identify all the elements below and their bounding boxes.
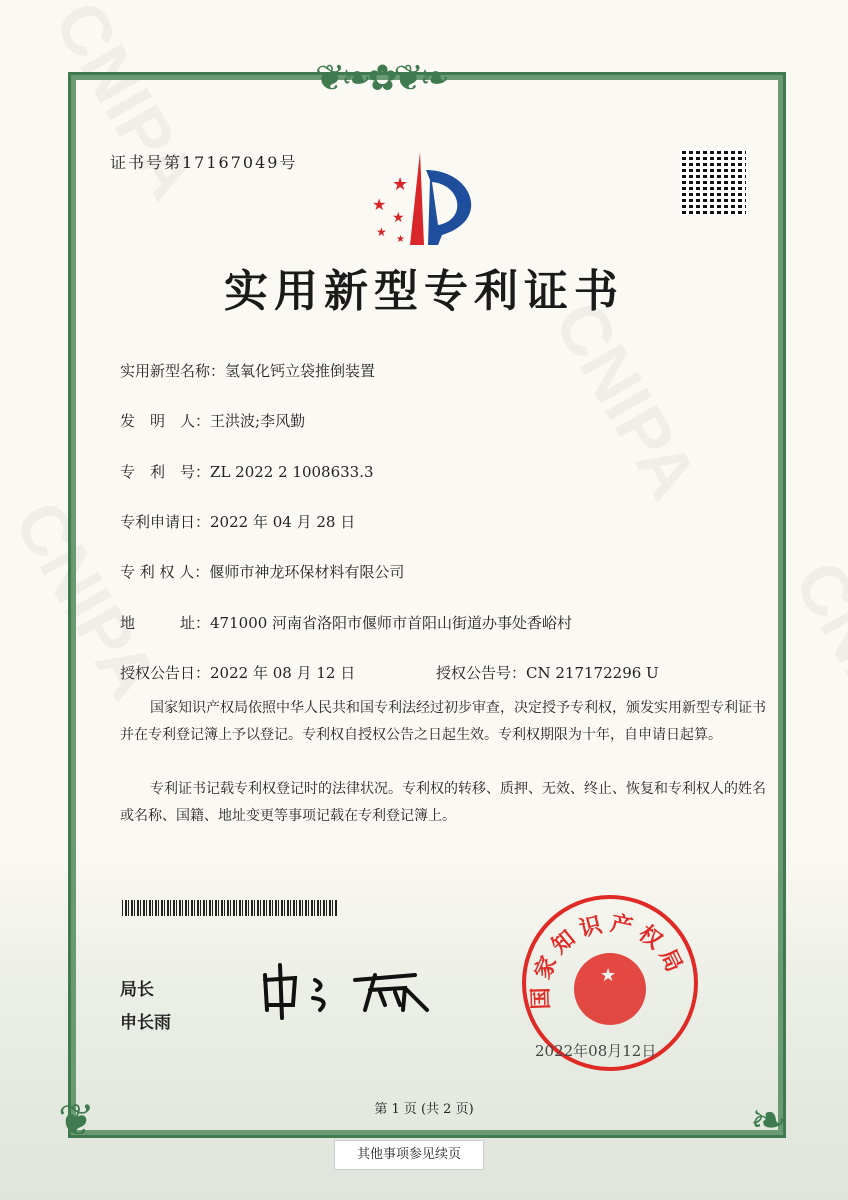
field-row — [120, 360, 375, 381]
seal-text: 国家知识产权局 — [527, 910, 690, 1010]
field-label: 授权公告号： — [436, 664, 527, 682]
announcement-number — [436, 662, 659, 683]
field-label: 专 利 号： — [120, 463, 211, 481]
body-paragraph: 国家知识产权局依照中华人民共和国专利法经过初步审查，决定授予专利权，颁发实用新型专利证书并在专利登记簿上予以登记。专利权自授权公告之日起生效。专利权期限为十年，自申请日起算。 — [120, 700, 766, 743]
continued-note: 其他事项参见续页 — [334, 1140, 484, 1170]
field-row — [120, 461, 374, 482]
svg-text:★: ★ — [396, 234, 405, 245]
director-title: 局长 — [120, 980, 154, 1000]
field-row — [120, 612, 572, 633]
director-name: 申长雨 — [120, 1013, 171, 1033]
field-row — [120, 511, 355, 532]
field-row — [120, 662, 355, 683]
svg-text:★: ★ — [376, 225, 387, 239]
ornament-icon: ❦ — [58, 1095, 95, 1146]
field-label: 授权公告日： — [120, 664, 211, 682]
seal-date: 2022年08月12日 — [535, 1042, 657, 1060]
field-label: 专利申请日： — [120, 513, 211, 531]
svg-text:★: ★ — [392, 210, 405, 226]
certificate-number: 证书号第17167049号 — [110, 153, 298, 172]
cnipa-logo — [362, 150, 488, 250]
field-value: 2022 年 04 月 28 日 — [210, 513, 356, 531]
svg-text:★: ★ — [372, 195, 387, 214]
field-value: 氢氧化钙立袋推倒装置 — [225, 362, 376, 380]
field-label: 地 址： — [120, 614, 211, 632]
field-label: 发 明 人： — [120, 412, 211, 430]
field-value: 2022 年 08 月 12 日 — [210, 664, 356, 682]
field-value: 471000 河南省洛阳市偃师市首阳山街道办事处香峪村 — [210, 614, 573, 632]
field-value: 王洪波;李风勤 — [210, 412, 306, 430]
field-value: 偃师市神龙环保材料有限公司 — [209, 563, 405, 581]
body-paragraph: 专利证书记载专利权登记时的法律状况。专利权的转移、质押、无效、终止、恢复和专利权人的姓名或名称、国籍、地址变更等事项记载在专利登记簿上。 — [120, 781, 766, 824]
field-value: ZL 2022 2 1008633.3 — [210, 463, 374, 481]
field-row — [120, 561, 404, 582]
svg-text:★: ★ — [392, 174, 409, 195]
barcode — [122, 900, 337, 916]
qr-code-icon — [682, 150, 746, 214]
ornament-icon: ❦❧✿❦❧ — [315, 58, 446, 99]
field-label: 专 利 权 人： — [120, 563, 210, 581]
certificate-title: 实用新型专利证书 — [224, 266, 624, 317]
ornament-icon: ❧ — [750, 1095, 787, 1146]
field-value: CN 217172296 U — [526, 664, 659, 682]
svg-text:★: ★ — [600, 965, 617, 986]
page-number: 第 1 页 (共 2 页) — [374, 1102, 474, 1117]
field-row — [120, 410, 305, 431]
director-signature — [255, 960, 445, 1020]
field-label: 实用新型名称： — [120, 362, 226, 380]
